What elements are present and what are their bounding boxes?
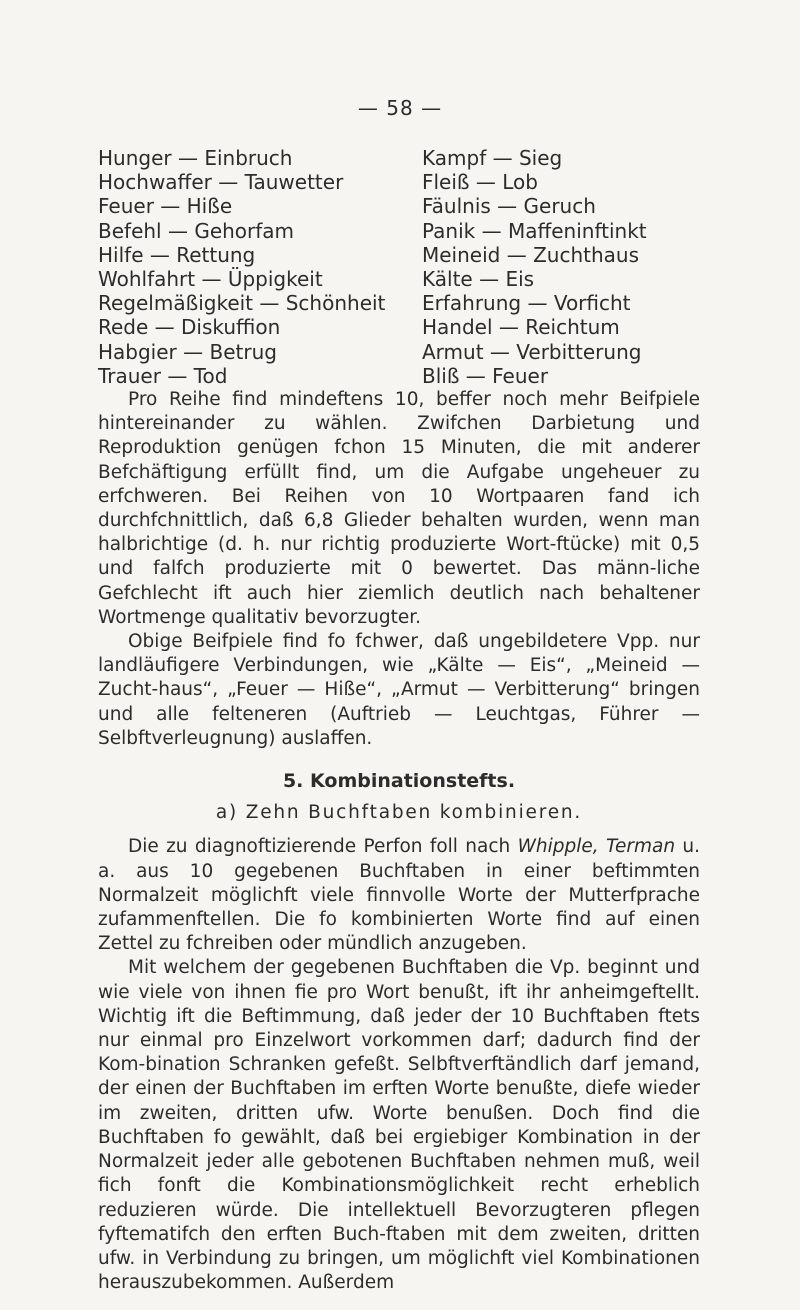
word-pair: Feuer — Hiße: [98, 194, 233, 219]
author-names: Whipple, Terman: [517, 836, 676, 858]
word-pair: Kälte — Eis: [422, 267, 535, 292]
paragraph: Mit welchem der gegebenen Buchftaben die Vp. beginnt und wie viele von ihnen fie pro Wort benußt, ift ihr anheimgeftellt. Wichtig ift die Beftimmung, daß jeder der 10 Buchftaben ftets nur einmal pro Einzelwort vorkommen darf; dadurch find der Kom-bination Schranken gefeßt. Selbftverftändlich darf jemand, der einen der Buchftaben im erften Worte benußte, diefe wieder im zweiten, dritten ufw. Worte benußen. Doch find die Buchftaben fo gewählt, daß bei ergiebiger Kombination in der Normalzeit jeder alle gebotenen Buchftaben nehmen muß, weil fich fonft die Kombinationsmöglichkeit recht erheblich reduzieren würde. Die intellektuell Bevorzugteren pflegen fyftematifch den erften Buch-ftaben mit dem zweiten, dritten ufw. in Verbindung zu bringen, um möglichft viel Kombinationen herauszubekommen. Außerdem: [98, 957, 700, 1294]
subsection-heading: a) Zehn Buchftaben kombinieren.: [215, 802, 583, 824]
word-pair-column-right: [422, 146, 698, 388]
word-pair-list: [98, 146, 698, 388]
word-pair: Wohlfahrt — Üppigkeit: [98, 267, 323, 292]
section-heading: 5. Kombinationstefts.: [282, 770, 516, 793]
word-pair: Kampf — Sieg: [422, 146, 563, 170]
page-number: — 58 —: [357, 96, 443, 120]
word-pair: Fäulnis — Geruch: [422, 194, 596, 219]
word-pair: Habgier — Betrug: [98, 339, 277, 364]
word-pair: Erfahrung — Vorficht: [422, 291, 631, 316]
word-pair: Hunger — Einbruch: [98, 146, 293, 170]
paragraph: Pro Reihe find mindeftens 10, beffer noch mehr Beifpiele hintereinander zu wählen. Zwifchen Darbietung und Reproduktion genügen fchon 15 Minuten, die mit anderer Befchäftigung erfüllt find, um die Aufgabe ungeheuer zu erfchweren. Bei Reihen von 10 Wortpaaren fand ich durchfchnittlich, daß 6,8 Glieder behalten wurden, wenn man halbrichtige (d. h. nur richtig produzierte Wort-ftücke) mit 0,5 und falfch produzierte mit 0 bewertet. Das männ-liche Gefchlecht ift auch hier ziemlich deutlich nach behaltener Wortmenge qualitativ bevorzugter.: [98, 389, 700, 628]
word-pair-column-left: [98, 146, 422, 388]
paragraph-text: Die zu diagnoftizierende Perfon foll nach: [128, 836, 518, 858]
word-pair: Armut — Verbitterung: [422, 339, 642, 364]
word-pair: Rede — Diskuffion: [98, 315, 281, 340]
word-pair: Regelmäßigkeit — Schönheit: [98, 291, 386, 316]
paragraph: Obige Beifpiele find fo fchwer, daß ungebildetere Vpp. nur landläufigere Verbindungen, wie „Kälte — Eis“, „Meineid — Zucht-haus“, „Feuer — Hiße“, „Armut — Verbitterung“ bringen und alle felteneren (Auftrieb — Leuchtgas, Führer — Selbftverleugnung) auslaffen.: [98, 631, 700, 749]
word-pair: Befehl — Gehorfam: [98, 218, 295, 243]
word-pair: Bliß — Feuer: [422, 363, 549, 388]
paragraph-text: u. a. aus 10 gegebenen Buchftaben in einer beftimmten Normalzeit möglichft viele finnvolle Worte der Mutterfprache zufammenftellen. Die fo kombinierten Worte find auf einen Zettel zu fchreiben oder mündlich anzugeben.: [98, 836, 700, 955]
paragraph: [98, 835, 700, 956]
word-pair: Trauer — Tod: [98, 363, 228, 388]
word-pair: Hochwaffer — Tauwetter: [98, 170, 344, 195]
word-pair: Meineid — Zuchthaus: [422, 242, 639, 267]
word-pair: Panik — Maffeninftinkt: [422, 218, 647, 243]
word-pair: Fleiß — Lob: [422, 170, 538, 195]
word-pair: Handel — Reichtum: [422, 315, 620, 340]
body-text: [98, 388, 700, 1295]
word-pair: Hilfe — Rettung: [98, 242, 256, 267]
